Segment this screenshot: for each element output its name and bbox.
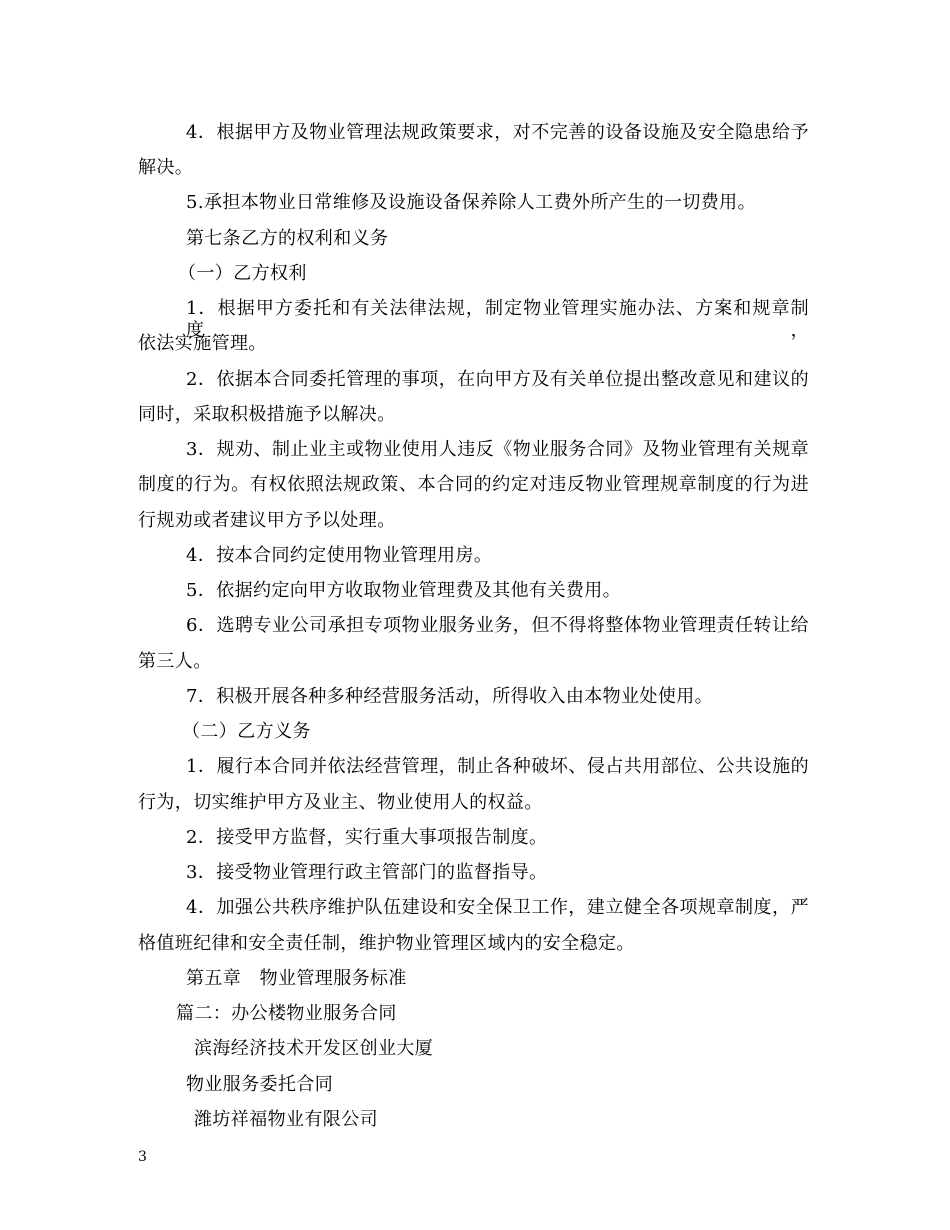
- text-line: 格值班纪律和安全责任制，维护物业管理区域内的安全稳定。: [138, 933, 635, 954]
- chapter-heading: 第五章 物业管理服务标准: [186, 968, 407, 989]
- text-line: 5.承担本物业日常维修及设施设备保养除人工费外所产生的一切费用。: [186, 192, 756, 213]
- text-line: 行为，切实维护甲方及业主、物业使用人的权益。: [138, 792, 543, 813]
- text-line: 5．依据约定向甲方收取物业管理费及其他有关费用。: [186, 580, 622, 601]
- section-heading: 第七条乙方的权利和义务: [186, 228, 389, 249]
- text-line: 依法实施管理。: [138, 333, 267, 354]
- text-line: 1．根据甲方委托和有关法律法规，制定物业管理实施办法、方案和规章制度，: [186, 298, 809, 341]
- text-line: 4．按本合同约定使用物业管理用房。: [186, 545, 493, 566]
- text-line: 物业服务委托合同: [186, 1074, 334, 1095]
- text-line: 行规劝或者建议甲方予以处理。: [138, 510, 396, 531]
- text-line: 滨海经济技术开发区创业大厦: [194, 1038, 434, 1059]
- subsection-heading: （一）乙方权利: [178, 263, 307, 284]
- article-heading: 篇二：办公楼物业服务合同: [176, 1003, 397, 1024]
- text-line: 1．履行本合同并依法经营管理，制止各种破坏、侵占共用部位、公共设施的: [186, 756, 809, 777]
- text-line: 2．接受甲方监督，实行重大事项报告制度。: [186, 827, 548, 848]
- text-line: 制度的行为。有权依照法规政策、本合同的约定对违反物业管理规章制度的行为进: [138, 474, 809, 495]
- text-line: 解决。: [138, 157, 194, 178]
- text-line: 4．根据甲方及物业管理法规政策要求，对不完善的设备设施及安全隐患给予: [186, 122, 809, 143]
- text-line: 3．接受物业管理行政主管部门的监督指导。: [186, 862, 548, 883]
- text-line: 7．积极开展各种多种经营服务活动，所得收入由本物业处使用。: [186, 686, 714, 707]
- text-line: 2．依据本合同委托管理的事项，在向甲方及有关单位提出整改意见和建议的: [186, 369, 809, 390]
- text-line: 同时，采取积极措施予以解决。: [138, 404, 396, 425]
- text-line: 第三人。: [138, 651, 212, 672]
- subsection-heading: （二）乙方义务: [182, 721, 311, 742]
- text-line: 3．规劝、制止业主或物业使用人违反《物业服务合同》及物业管理有关规章: [186, 439, 809, 460]
- page-number: 3: [138, 1149, 147, 1165]
- text-line: 6．选聘专业公司承担专项物业服务业务，但不得将整体物业管理责任转让给: [186, 615, 809, 636]
- text-line: 潍坊祥福物业有限公司: [194, 1109, 378, 1130]
- text-line: 4．加强公共秩序维护队伍建设和安全保卫工作，建立健全各项规章制度，严: [186, 897, 809, 918]
